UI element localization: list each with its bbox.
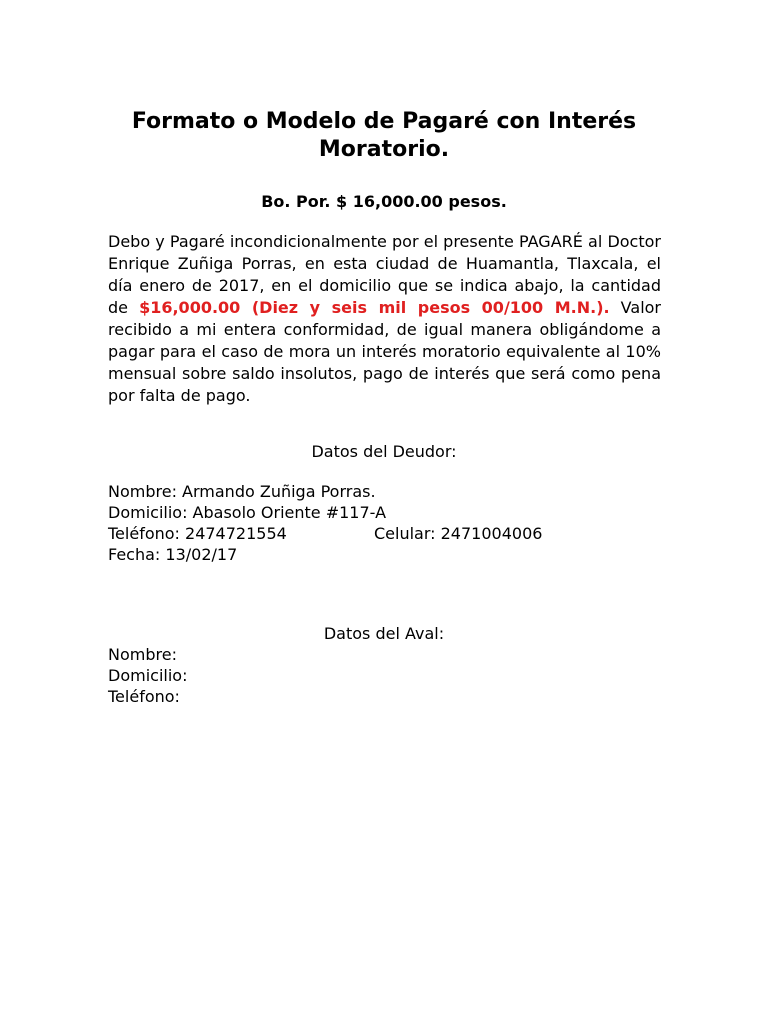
deudor-domicilio: Domicilio: Abasolo Oriente #117-A [108,503,387,522]
deudor-heading: Datos del Deudor: [311,442,457,461]
deudor-celular: Celular: 2471004006 [374,524,543,543]
aval-telefono: Teléfono: [108,687,180,706]
deudor-nombre: Nombre: Armando Zuñiga Porras. [108,482,376,501]
promissory-text [108,231,661,421]
amount-subtitle: Bo. Por. $ 16,000.00 pesos. [261,192,507,211]
aval-nombre: Nombre: [108,645,177,664]
aval-heading: Datos del Aval: [323,624,445,643]
deudor-telefono: Teléfono: 2474721554 [108,524,287,543]
amount-highlight: $16,000.00 (Diez y seis mil pesos 00/100 M.N.). [139,298,610,317]
body-text-after: Valor recibido a mi entera conformidad, de igual manera obligándome a pagar para el caso de mora un interés moratorio equivalente al 10% mensual sobre saldo insolutos, pago de interés que será como pena por falta de pago. [108,298,662,405]
deudor-fecha: Fecha: 13/02/17 [108,545,238,564]
body-text-before: Debo y Pagaré incondicionalmente por el presente PAGARÉ al Doctor Enrique Zuñiga Porras, en esta ciudad de Huamantla, Tlaxcala, el día enero de 2017, en el domicilio que se indica abajo, la cantidad de [108,232,661,317]
aval-domicilio: Domicilio: [108,666,188,685]
document-title: Formato o Modelo de Pagaré con Interés Moratorio. [131,109,637,162]
